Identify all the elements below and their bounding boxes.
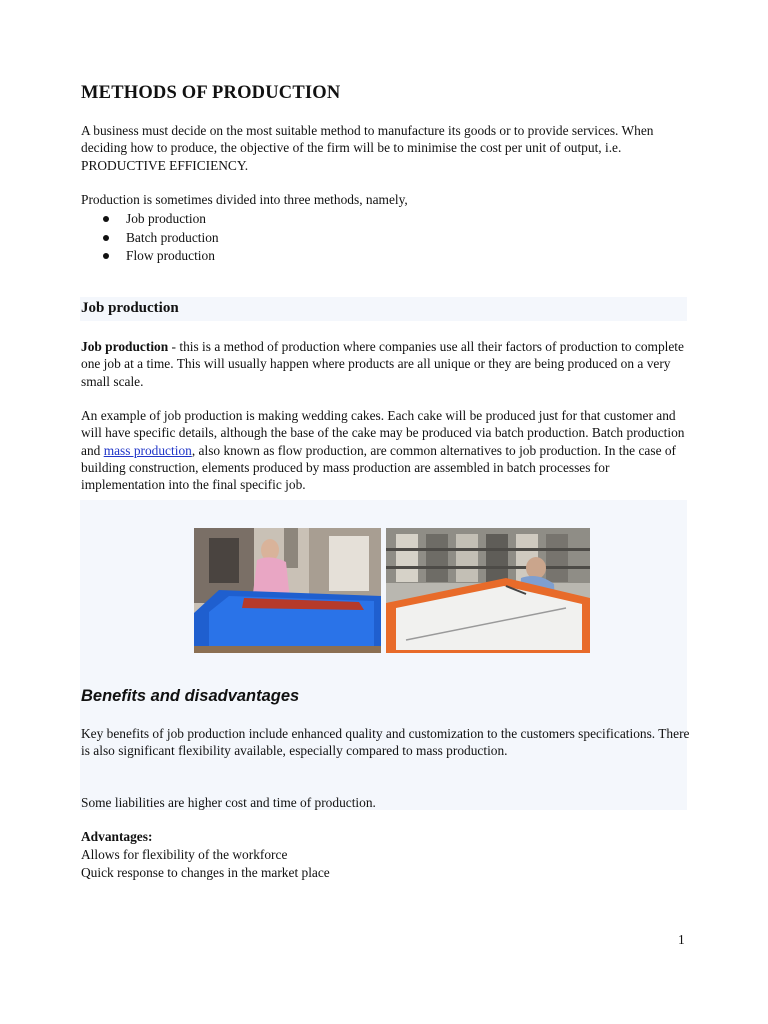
list-item: Flow production: [81, 247, 219, 266]
page-title: METHODS OF PRODUCTION: [81, 83, 341, 103]
benefits-heading: Benefits and disadvantages: [81, 687, 300, 705]
methods-intro: Production is sometimes divided into three methods, namely,: [81, 192, 408, 207]
photo-worker-table: [194, 528, 381, 653]
advantage-item: Quick response to changes in the market place: [81, 865, 330, 880]
bullet-icon: [103, 216, 109, 222]
advantage-item: Allows for flexibility of the workforce: [81, 847, 288, 862]
bullet-icon: [103, 253, 109, 259]
list-item: Batch production: [81, 229, 219, 248]
advantages-heading: Advantages:: [81, 829, 153, 844]
photo-illustration: [194, 528, 381, 653]
photo-worker-cutting: [386, 528, 590, 653]
job-production-photos: [194, 528, 590, 653]
intro-paragraph: A business must decide on the most suitable method to manufacture its goods or to provide services. When deciding how to produce, the objective of the firm will be to minimise the cost per unit of output, i.e. PRODUCTIVE EFFICIENCY.: [81, 123, 654, 173]
job-production-example: An example of job production is making wedding cakes. Each cake will be produced just for that customer and will have specific details, although the base of the cake may be produced via batch production. Batch production and mass production, also known as flow production, are common alternatives to job production. In the case of building construction, elements produced by mass production are assembled in batch processes for implementation into the final specific job.: [81, 408, 685, 493]
list-item: Job production: [81, 210, 219, 229]
page-number: 1: [678, 932, 685, 947]
methods-list: [81, 210, 219, 266]
definition-term: Job production: [81, 339, 169, 354]
photo-illustration: [386, 528, 590, 653]
mass-production-link[interactable]: mass production: [103, 442, 192, 458]
job-production-definition: [81, 338, 691, 390]
job-production-heading: Job production: [81, 300, 179, 316]
liabilities-paragraph: Some liabilities are higher cost and time of production.: [81, 795, 376, 810]
definition-text: - this is a method of production where companies use all their factors of production to complete one job at a time. This will usually happen where products are all unique or they are being produced on a very small scale.: [81, 339, 684, 389]
benefits-paragraph: Key benefits of job production include enhanced quality and customization to the customers specifications. There is also significant flexibility available, especially compared to mass production.: [81, 726, 690, 759]
bullet-icon: [103, 235, 109, 241]
